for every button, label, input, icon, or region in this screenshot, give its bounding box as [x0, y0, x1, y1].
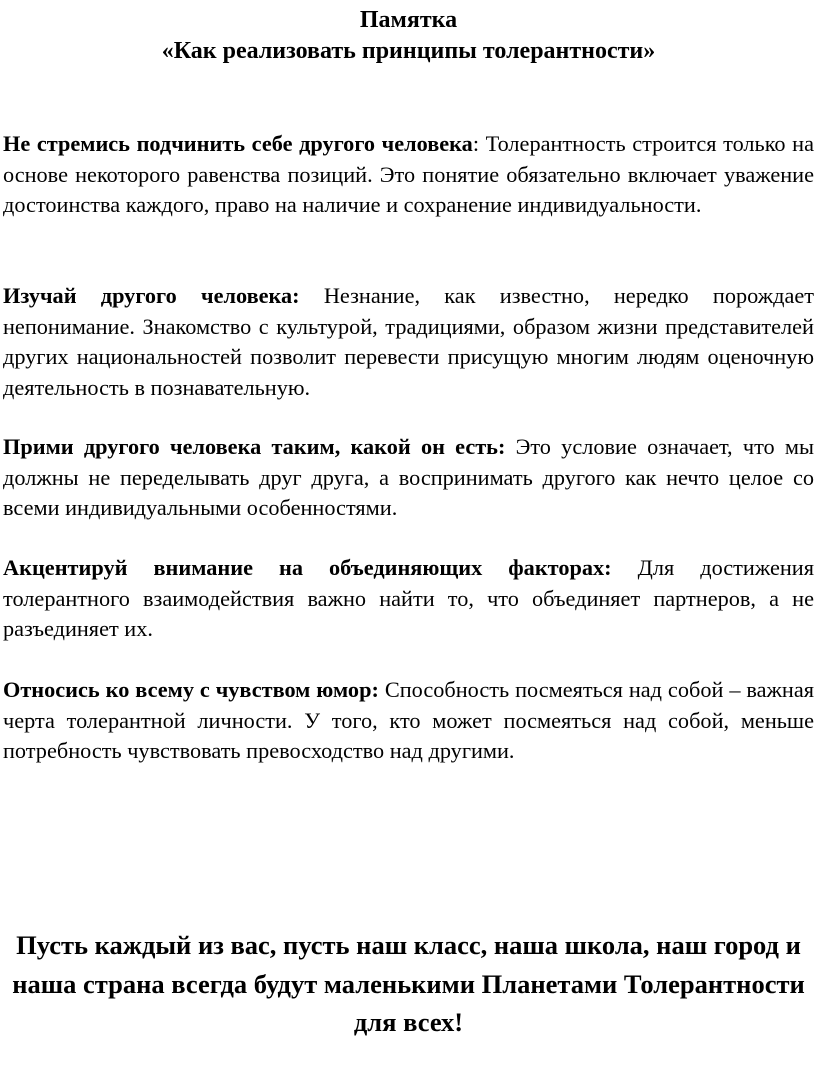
- section-text: Способность посмеяться над собой – важная черта толерантной личности. У того, кто может посмеяться над собой, меньше потребность чувствовать превосходство над другими.: [3, 677, 815, 764]
- section-heading: Не стремись подчинить себе другого человека: [3, 131, 473, 156]
- section-unifying-factors: [3, 553, 814, 645]
- section-accept-other: [3, 432, 814, 524]
- title-line-1: Памятка: [359, 7, 458, 33]
- section-text: Толерантность строится только на основе некоторого равенства позиций. Это понятие обязательно включает уважение достоинства каждого, право на наличие и сохранение индивидуальности.: [3, 131, 814, 218]
- section-sense-of-humor: [3, 675, 814, 767]
- section-dont-subordinate: [3, 129, 814, 221]
- section-study-other: [3, 281, 814, 403]
- section-heading: Акцентируй внимание на объединяющих факторах:: [3, 555, 612, 580]
- section-heading: Относись ко всему с чувством юмор:: [3, 677, 379, 702]
- section-heading: Изучай другого человека:: [3, 283, 300, 308]
- closing-statement: Пусть каждый из вас, пусть наш класс, наша школа, наш город и наша страна всегда будут маленькими Планетами Толерантности для всех!: [12, 930, 805, 1037]
- title-line-2: «Как реализовать принципы толерантности»: [161, 38, 656, 64]
- page-title: [3, 0, 814, 67]
- section-separator: :: [472, 131, 480, 156]
- section-heading: Прими другого человека таким, какой он есть:: [3, 434, 506, 459]
- section-text: Незнание, как известно, нередко порождает непонимание. Знакомство с культурой, традициями, образом жизни представителей других национальностей позволит перевести присущую многим людям оценочную деятельность в познавательную.: [3, 283, 814, 400]
- section-text: Это условие означает, что мы должны не переделывать друг друга, а воспринимать другого как нечто целое со всеми индивидуальными особенностями.: [3, 434, 814, 521]
- section-text: Для достижения толерантного взаимодействия важно найти то, что объединяет партнеров, а не разъединяет их.: [3, 555, 814, 642]
